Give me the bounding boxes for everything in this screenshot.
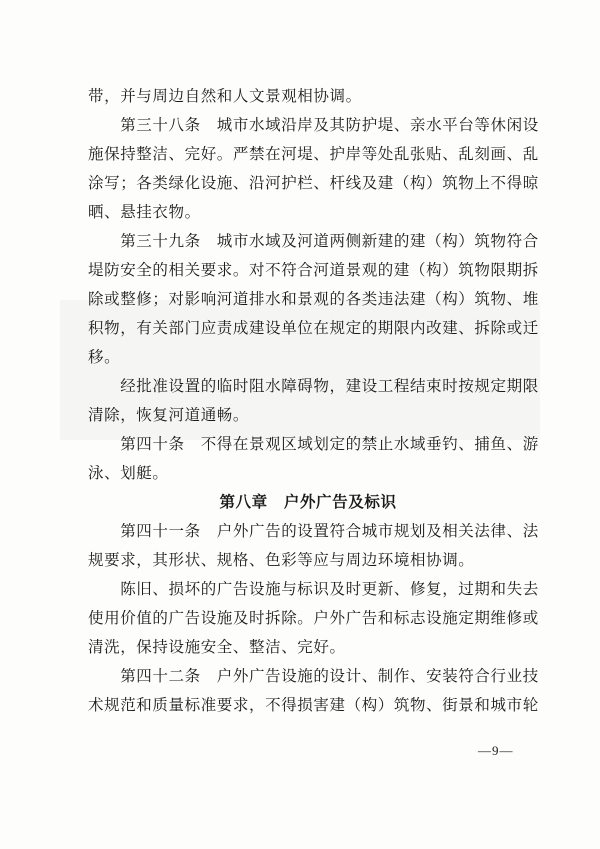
text-line: 除或整修；对影响河道排水和景观的各类违法建（构）筑物、堆 — [88, 290, 539, 308]
text-line: 第三十九条 城市水域及河道两侧新建的建（构）筑物符合 — [88, 232, 539, 250]
text-line: 经批准设置的临时阻水障碍物，建设工程结束时按规定期限 — [88, 377, 539, 395]
text-line: 第四十条 不得在景观区域划定的禁止水域垂钓、捕鱼、游 — [88, 435, 539, 453]
text-line: 移。 — [88, 348, 121, 366]
page-number: —9— — [478, 743, 514, 758]
text-line: 陈旧、损坏的广告设施与标识及时更新、修复，过期和失去 — [88, 580, 539, 598]
text-line: 积物，有关部门应责成建设单位在规定的期限内改建、拆除或迁 — [88, 319, 539, 337]
chapter-heading: 第八章 户外广告及标识 — [219, 493, 397, 511]
text-line: 带，并与周边自然和人文景观相协调。 — [88, 87, 362, 105]
text-line: 第三十八条 城市水域沿岸及其防护堤、亲水平台等休闲设 — [88, 116, 539, 134]
text-line: 施保持整洁、完好。严禁在河堤、护岸等处乱张贴、乱刻画、乱 — [88, 145, 539, 163]
text-line: 晒、悬挂衣物。 — [88, 203, 201, 221]
text-line: 泳、划艇。 — [88, 464, 169, 482]
text-line: 术规范和质量标准要求，不得损害建（构）筑物、街景和城市轮 — [88, 696, 539, 714]
text-line: 使用价值的广告设施及时拆除。户外广告和标志设施定期维修或 — [88, 609, 539, 627]
text-line: 清除，恢复河道通畅。 — [88, 406, 250, 424]
text-line: 堤防安全的相关要求。对不符合河道景观的建（构）筑物限期拆 — [88, 261, 539, 279]
text-line: 第四十二条 户外广告设施的设计、制作、安装符合行业技 — [88, 667, 539, 685]
text-line: 涂写；各类绿化设施、沿河护栏、杆线及建（构）筑物上不得晾 — [88, 174, 539, 192]
text-line: 清洗，保持设施安全、整洁、完好。 — [88, 638, 346, 656]
text-line: 规要求，其形状、规格、色彩等应与周边环境相协调。 — [88, 551, 475, 569]
text-line: 第四十一条 户外广告的设置符合城市规划及相关法律、法 — [88, 522, 539, 540]
body-text — [88, 82, 539, 720]
